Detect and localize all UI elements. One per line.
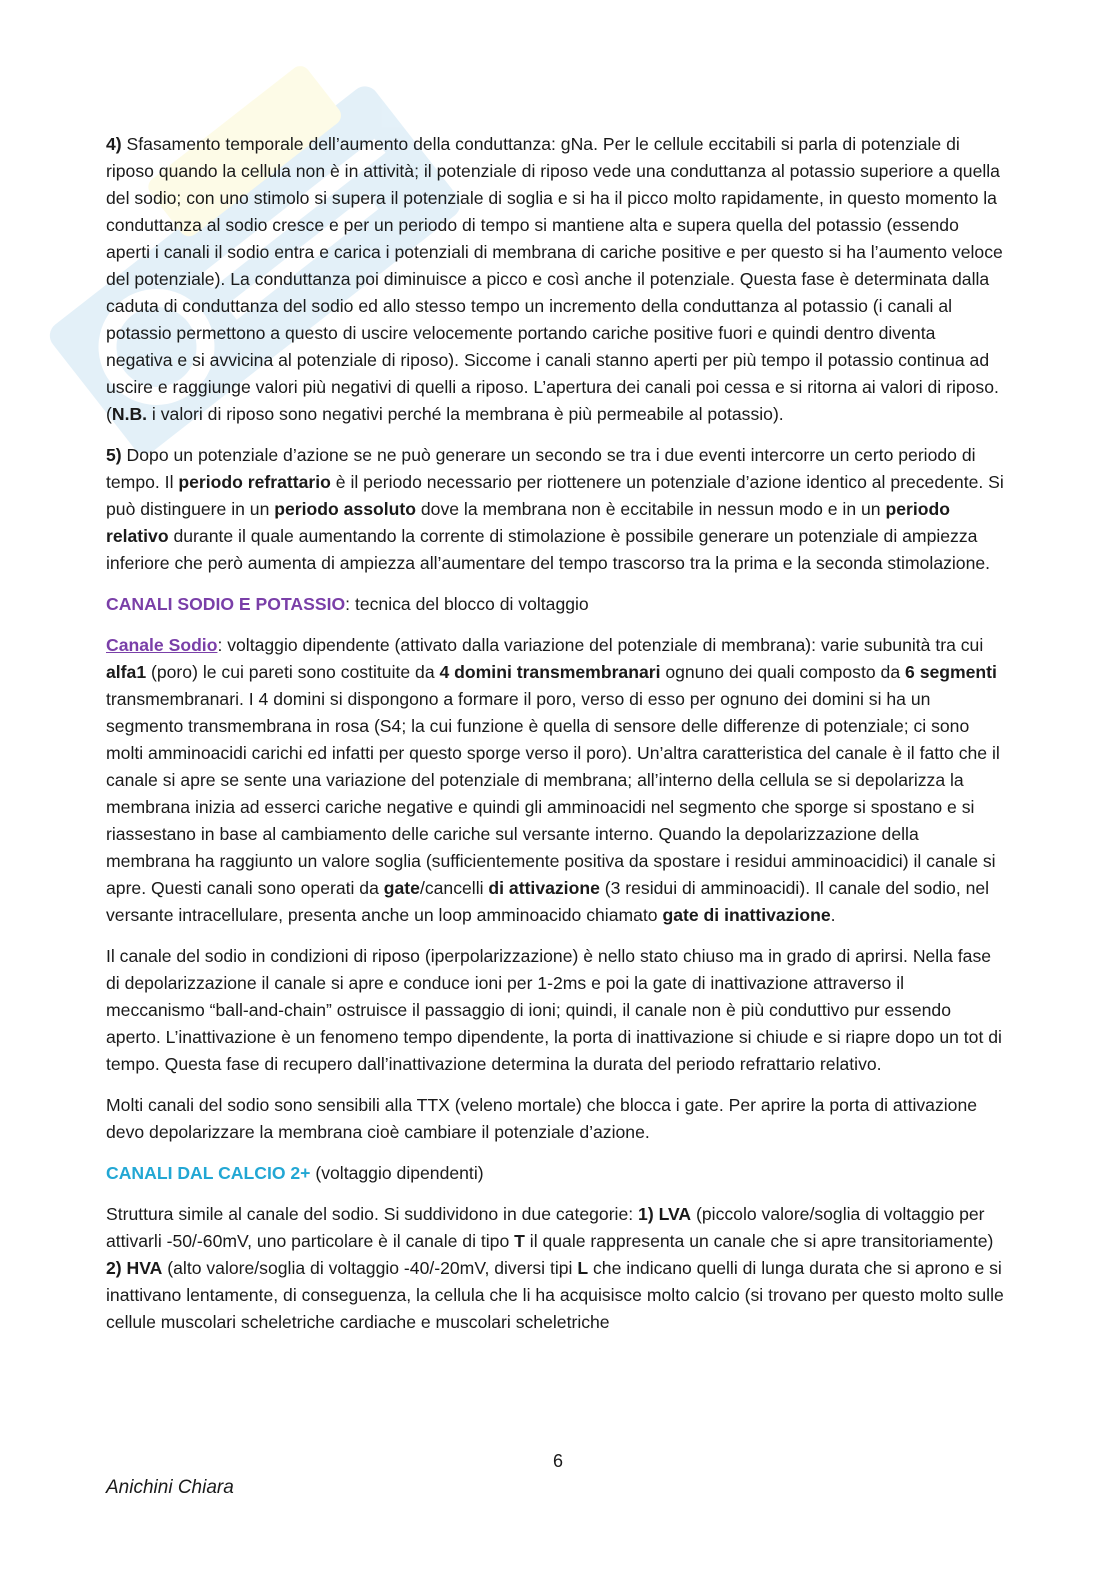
- canale-sodio-link[interactable]: Canale Sodio: [106, 635, 218, 655]
- section-heading-sodio-potassio: CANALI SODIO E POTASSIO: tecnica del blocco di voltaggio: [106, 594, 589, 614]
- paragraph-ttx: Molti canali del sodio sono sensibili alla TTX (veleno mortale) che blocca i gate. Per aprire la porta di attivazione devo depolarizzare la membrana cioè cambiare il potenziale d’azione.: [106, 1095, 978, 1142]
- document-body: [106, 131, 1006, 1350]
- footer-author: Anichini Chiara: [106, 1477, 234, 1498]
- section-heading-calcio: CANALI DAL CALCIO 2+ (voltaggio dipendenti): [106, 1163, 484, 1183]
- paragraph-sodio-riposo: Il canale del sodio in condizioni di riposo (iperpolarizzazione) è nello stato chiuso ma in grado di aprirsi. Nella fase di depolarizzazione il canale si apre e conduce ioni per 1-2ms e poi la gate di inattivazione attraverso il meccanismo “ball-and-chain” ostruisce il passaggio di ioni; quindi, il canale non è più conduttivo pur essendo aperto. L’inattivazione è un fenomeno tempo dipendente, la porta di inattivazione si chiude e si riapre dopo un tot di tempo. Questa fase di recupero dall’inattivazione determina la durata del periodo refrattario relativo.: [106, 946, 1002, 1074]
- paragraph-canale-sodio: Canale Sodio: voltaggio dipendente (attivato dalla variazione del potenziale di membrana): varie subunità tra cui alfa1 (poro) le cui pareti sono costituite da 4 domini transmembranari ognuno dei quali composto da 6 segmenti transmembranari. I 4 domini si dispongono a formare il poro, verso di esso per ognuno dei domini si ha un segmento transmembrana in rosa (S4; la cui funzione è quella di sensore delle differenze di potenziale; ci sono molti amminoacidi carichi ed infatti per questo sporge verso il poro). Un’altra caratteristica del canale è il fatto che il canale si apre se sente una variazione del potenziale di membrana; all’interno della cellula se si depolarizza la membrana inizia ad esserci cariche negative e quindi gli amminoacidi nel segmento che sporge si spostano e si riassestano in base al cambiamento delle cariche sul versante interno. Quando la depolarizzazione della membrana ha raggiunto un valore soglia (sufficientemente positiva da spostare i residui amminoacidici) il canale si apre. Questi canali sono operati da gate/cancelli di attivazione (3 residui di amminoacidi). Il canale del sodio, nel versante intracellulare, presenta anche un loop amminoacido chiamato gate di inattivazione.: [106, 635, 1000, 925]
- paragraph-calcio: Struttura simile al canale del sodio. Si suddividono in due categorie: 1) LVA (piccolo valore/soglia di voltaggio per attivarli -50/-60mV, uno particolare è il canale di tipo T il quale rappresenta un canale che si apre transitoriamente) 2) HVA (alto valore/soglia di voltaggio -40/-20mV, diversi tipi L che indicano quelli di lunga durata che si aprono e si inattivano lentamente, di conseguenza, la cellula che li ha acquisisce molto calcio (si trovano per questo molto sulle cellule muscolari scheletriche cardiache e muscolari scheletriche: [106, 1204, 1004, 1332]
- page-number: 6: [552, 1451, 563, 1471]
- paragraph-4: 4) Sfasamento temporale dell’aumento della conduttanza: gNa. Per le cellule eccitabili si parla di potenziale di riposo quando la cellula non è in attività; il potenziale di riposo vede una conduttanza al potassio superiore a quella del sodio; con uno stimolo si supera il potenziale di soglia e si ha il picco molto rapidamente, in questo momento la conduttanza al sodio cresce e per un periodo di tempo si mantiene alta e supera quella del potassio (essendo aperti i canali il sodio entra e carica i potenziali di membrana di cariche positive e per questo si ha l’aumento veloce del potenziale). La conduttanza poi diminuisce a picco e così anche il potenziale. Questa fase è determinata dalla caduta di conduttanza del sodio ed allo stesso tempo un incremento della conduttanza al potassio (i canali al potassio permettono a questo di uscire velocemente portando cariche positive fuori e quindi dentro diventa negativa e si avvicina al potenziale di riposo). Siccome i canali stanno aperti per più tempo il potassio continua ad uscire e raggiunge valori più negativi di quelli a riposo. L’apertura dei canali poi cessa e si ritorna ai valori di riposo. (N.B. i valori di riposo sono negativi perché la membrana è più permeabile al potassio).: [106, 134, 1003, 424]
- paragraph-5: 5) Dopo un potenziale d’azione se ne può generare un secondo se tra i due eventi intercorre un certo periodo di tempo. Il periodo refrattario è il periodo necessario per riottenere un potenziale d’azione identico al precedente. Si può distinguere in un periodo assoluto dove la membrana non è eccitabile in nessun modo e in un periodo relativo durante il quale aumentando la corrente di stimolazione è possibile generare un potenziale di ampiezza inferiore che però aumenta di ampiezza all’aumentare del tempo trascorso tra la prima e la seconda stimolazione.: [106, 445, 1004, 573]
